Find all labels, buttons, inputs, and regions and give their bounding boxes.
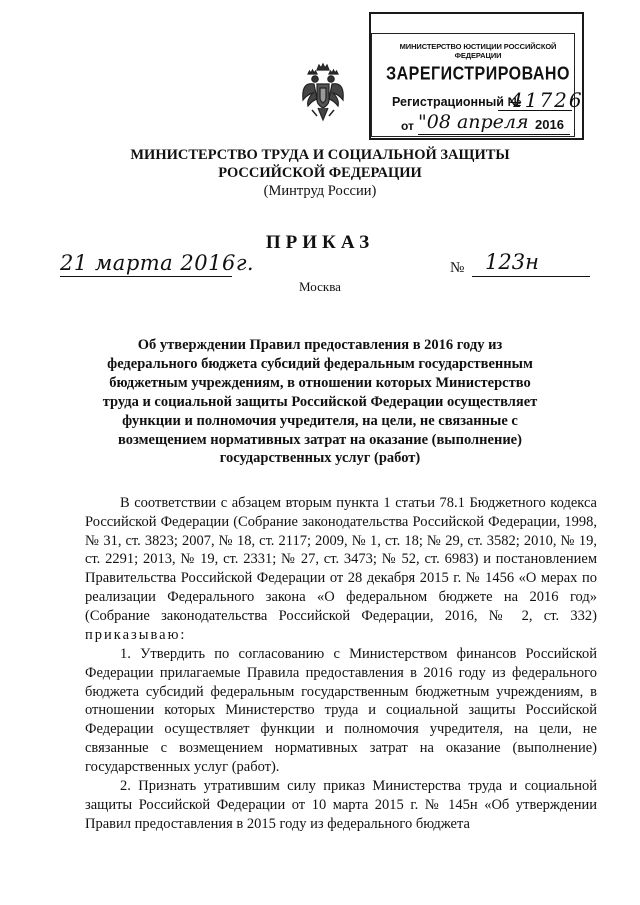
stamp-date: "08 апреля [418, 111, 529, 133]
city-name: Москва [299, 279, 341, 294]
stamp-title: ЗАРЕГИСТРИРОВАНО [386, 64, 570, 85]
stamp-year: 2016 [535, 117, 564, 132]
coat-of-arms-icon [300, 60, 346, 124]
intro-paragraph [85, 494, 597, 644]
stamp-date-underline [418, 134, 570, 135]
order-number-sign: № [450, 260, 465, 276]
item-2-paragraph: 2. Признать утратившим силу приказ Министерства труда и социальной защиты Российской Федерации от 10 марта 2015 г. № 145н «Об утверждении Правил предоставления в 2015 году из федерального бюджета [85, 778, 597, 832]
intro-text: В соответствии с абзацем вторым пункта 1 статьи 78.1 Бюджетного кодекса Российской Федерации (Собрание законодательства Российской Федерации, 1998, № 31, ст. 3823; 2007, № 18, ст. 2117; 2009, № 1, ст. 18; № 29, ст. 3582; 2010, № 19, ст. 2291; 2013, № 19, ст. 2331; № 27, ст. 3473; № 52, ст. 6983) и постановлением Правительства Российской Федерации от 28 декабря 2015 г. № 1456 «О мерах по реализации Федерального закона «О федеральном бюджете на 2016 год» (Собрание законодательства Российской Федерации, 2016, № 2, ст. 332) [85, 495, 597, 624]
stamp-ministry-name: МИНИСТЕРСТВО ЮСТИЦИИ РОССИЙСКОЙ ФЕДЕРАЦИИ [399, 42, 557, 60]
ministry-short-name: (Минтруд России) [263, 183, 377, 199]
order-number-handwritten: 123н [485, 250, 539, 274]
ministry-name-line-1: МИНИСТЕРСТВО ТРУДА И СОЦИАЛЬНОЙ ЗАЩИТЫ [130, 147, 510, 163]
stamp-registration-number: 41726 [510, 88, 584, 112]
document-type-title: ПРИКАЗ [265, 232, 375, 253]
order-number-underline [472, 276, 590, 277]
stamp-registration-label: Регистрационный № [392, 95, 522, 109]
item-1-paragraph: 1. Утвердить по согласованию с Министерством финансов Российской Федерации прилагаемые Правила предоставления в 2016 году из федерального бюджета субсидий федеральным государственным бюджетным учреждениям, в отношении которых Министерство труда и социальной защиты Российской Федерации осуществляет функции и полномочия учредителя, на цели, не связанные с возмещением нормативных затрат на оказание (выполнение) государственных услуг (работ). [85, 646, 597, 775]
ministry-name-line-2: РОССИЙСКОЙ ФЕДЕРАЦИИ [218, 165, 422, 181]
stamp-date-prefix: от [401, 119, 414, 133]
order-date-underline [60, 276, 232, 277]
order-word: приказываю: [85, 626, 187, 643]
order-date-handwritten: 21 марта 2016г. [60, 251, 255, 275]
order-subject: Об утверждении Правил предоставления в 2016 году из федерального бюджета субсидий федеральным государственным бюджетным учреждениям, в отношении которых Министерство труда и социальной защиты Российской Федерации осуществляет функции и полномочия учредителя, на цели, не связанные с возмещением нормативных затрат на оказание (выполнение) государственных услуг (работ) [102, 337, 538, 467]
